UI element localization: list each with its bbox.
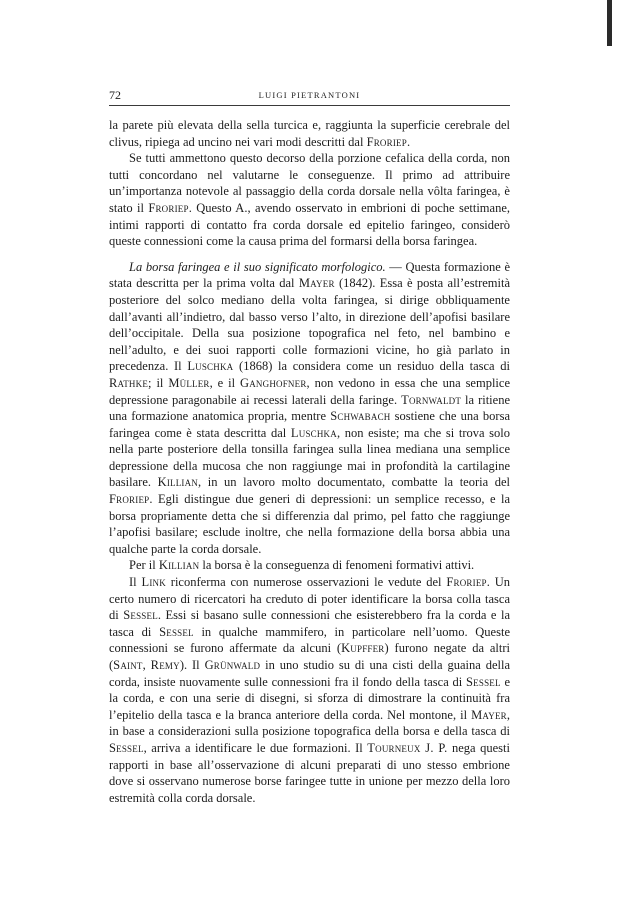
author-name: Grünwald <box>204 658 261 672</box>
text: , arriva a identificare le due formazioni. Il <box>143 740 368 755</box>
author-name: Sessel <box>466 674 501 689</box>
page-header <box>109 87 510 103</box>
text: in qualche mammifero, in particolare nell’uomo. Queste connessioni se furono affermate da alcuni ( <box>109 624 510 656</box>
author-name: Sessel <box>109 740 144 755</box>
author-name: Luschka <box>290 425 337 440</box>
author-name: Remy <box>150 658 180 672</box>
section-title: La borsa faringea e il suo significato morfologico. <box>129 259 386 274</box>
paragraph-2 <box>109 150 510 250</box>
text: . Egli distingue due generi di depressioni: un semplice recesso, e la borsa propriamente detta che si differenzia dal primo, pel fatto che raggiunge l’apofisi basilare; esclude inoltre, che nella formazione della borsa abbia una qualche parte la corda dorsale. <box>109 492 510 556</box>
text: la ritiene una formazione anatomica propria, mentre <box>109 392 510 424</box>
text: . Questo A., avendo osservato in embrioni di poche settimane, intimi rapporti di contatto fra corda dorsale ed epitelio faringeo, considerò queste connessioni come la causa prima del formarsi della borsa faringea. <box>109 200 510 249</box>
author-name: Kupffer <box>341 641 385 656</box>
paragraph-4 <box>109 557 510 574</box>
author-name: Link <box>141 575 166 590</box>
text: , in un lavoro molto documentato, combatte la teoria del <box>198 475 511 490</box>
text: (1868) la considera come un residuo della tasca di <box>233 359 510 374</box>
text: , non esiste; ma che si trova solo nella parte posteriore della tonsilla faringea sulla linea mediana una semplice depressione della mucosa che non raggiunge mai in profondità la cartilagine basilare. <box>109 425 510 490</box>
author-name: Sessel <box>123 608 158 623</box>
scan-edge-mark <box>607 0 612 46</box>
paragraph-3 <box>109 259 510 558</box>
author-name: Mayer <box>298 276 335 291</box>
author-name: Ganghofner <box>240 375 307 390</box>
author-name: Froriep <box>366 134 407 149</box>
author-name: Mayer <box>471 707 507 722</box>
text: in uno studio su di una cisti della guaina della corda, insiste nuovamente sulle connessioni fra il fondo della tasca di <box>109 658 511 689</box>
text: , e il <box>209 375 240 390</box>
text: . Essi si basano sulle connessioni che esisterebbero fra la corda e la tasca di <box>109 608 510 639</box>
text: . <box>406 134 411 149</box>
text: ; il <box>148 375 169 390</box>
author-name: Tourneux J. P. <box>367 740 448 755</box>
text: (1842). Essa è posta all’estremità posteriore del solco mediano della volta faringea, si dirige obbliquamente dall’avanti all’indietro, dal basso verso l’alto, in direzione dell’apofisi basilare dell’occipitale. Della sua posizione topografica nel feto, nel bambino e nell’adulto, e dei suoi rapporti colle formazioni vicine, ho già parlato in precedenza. Il <box>109 276 510 374</box>
paragraph-5 <box>109 574 510 806</box>
text: , in base a considerazioni sulla posizione topografica della borsa e della tasca di <box>109 707 510 739</box>
author-name: Saint <box>113 658 143 672</box>
author-name: Luschka <box>187 359 234 374</box>
text: ). Il <box>179 658 205 672</box>
paragraph-1 <box>109 117 510 150</box>
text: , <box>142 658 151 672</box>
text: . Un certo numero di ricercatori ha creduto di poter identificare la borsa colla tasca di <box>109 575 510 623</box>
text: riconferma con numerose osservazioni le vedute del <box>165 575 447 590</box>
text: Il <box>129 575 142 590</box>
author-name: Killian <box>157 475 199 490</box>
text: la borsa è la conseguenza di fenomeni formativi attivi. <box>199 558 475 573</box>
author-name: Froriep <box>446 575 487 590</box>
author-name: Killian <box>158 558 200 573</box>
text: nega questi rapporti in base all’osservazione di alcuni preparati di uno stesso embrione dove si osservano numerose borse faringee tutte in unione per mezzo della loro estremità colla corda dorsale. <box>109 740 510 805</box>
body-text <box>109 117 510 806</box>
author-name: Froriep <box>109 492 150 507</box>
author-name: Rathke <box>109 375 149 390</box>
text: ) furono negate da altri ( <box>109 641 510 672</box>
author-name: Müller <box>168 375 210 390</box>
author-name: Schwabach <box>330 409 391 424</box>
text: — Questa formazione è stata descritta per la prima volta dal <box>109 259 510 291</box>
page-number: 72 <box>109 88 121 102</box>
author-name: Sessel <box>159 624 194 639</box>
author-name: Tornwaldt <box>401 392 462 407</box>
text: Se tutti ammettono questo decorso della porzione cefalica della corda, non tutti concordano nel valutarne le conseguenze. Il primo ad attribuire un’importanza notevole al passaggio della corda dorsale nella vôlta faringea, è stato il <box>109 151 510 215</box>
running-head: LUIGI PIETRANTONI <box>258 90 361 100</box>
author-name: Froriep <box>148 200 189 215</box>
header-rule <box>109 105 510 106</box>
text: e la corda, e con una serie di disegni, si sforza di dimostrare la continuità fra l’epitelio della tasca e la branca anteriore della corda. Nel montone, il <box>109 674 510 722</box>
text: sostiene che una borsa faringea come è stata descritta dal <box>109 409 510 440</box>
text: , non vedono in essa che una semplice depressione paragonabile ai recessi laterali della faringe. <box>109 375 510 407</box>
text: Per il <box>129 558 159 573</box>
text: la parete più elevata della sella turcica e, raggiunta la superficie cerebrale del clivus, ripiega ad uncino nei vari modi descritti dal <box>109 118 510 149</box>
